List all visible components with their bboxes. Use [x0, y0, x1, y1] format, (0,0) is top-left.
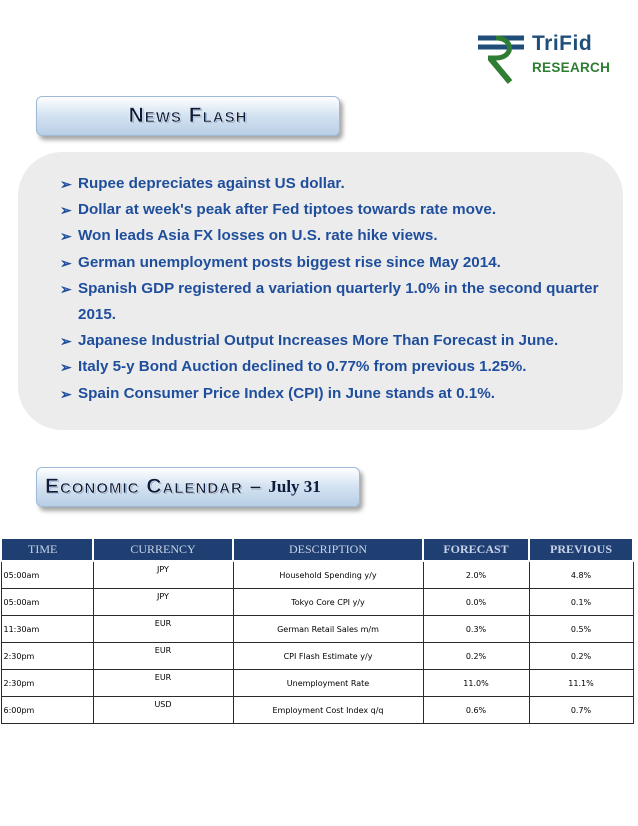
cell-description: German Retail Sales m/m [233, 616, 423, 643]
cell-description: Unemployment Rate [233, 670, 423, 697]
cell-currency: JPY [93, 589, 233, 616]
arrow-bullet-icon: ➢ [60, 254, 72, 271]
cell-currency: USD [93, 697, 233, 724]
header-description: DESCRIPTION [233, 538, 423, 561]
news-item: ➢ Dollar at week's peak after Fed tiptoes towards rate move. [60, 197, 615, 223]
cell-previous: 0.1% [529, 589, 633, 616]
arrow-bullet-icon: ➢ [60, 385, 72, 402]
cell-currency: JPY [93, 561, 233, 589]
table-row [1, 643, 633, 670]
economic-calendar-heading [36, 467, 360, 507]
header-currency: CURRENCY [93, 538, 233, 561]
cell-description: Tokyo Core CPI y/y [233, 589, 423, 616]
arrow-bullet-icon: ➢ [60, 202, 72, 219]
news-flash-heading [36, 96, 340, 136]
news-list [60, 171, 615, 407]
economic-calendar-title: Economic Calendar – [45, 475, 263, 498]
cell-currency: EUR [93, 670, 233, 697]
header-time: TIME [1, 538, 93, 561]
news-item: ➢ Won leads Asia FX losses on U.S. rate hike views. [60, 223, 615, 249]
cell-forecast: 0.0% [423, 589, 529, 616]
cell-time: 2:30pm [1, 670, 93, 697]
trifid-logo [474, 28, 624, 88]
cell-currency: EUR [93, 643, 233, 670]
cell-previous: 4.8% [529, 561, 633, 589]
cell-previous: 11.1% [529, 670, 633, 697]
cell-time: 11:30am [1, 616, 93, 643]
cell-previous: 0.2% [529, 643, 633, 670]
logo-tagline: RESEARCH [532, 60, 611, 75]
news-item: ➢ Japanese Industrial Output Increases More Than Forecast in June. [60, 328, 615, 354]
cell-forecast: 0.2% [423, 643, 529, 670]
cell-previous: 0.5% [529, 616, 633, 643]
table-header-row [1, 538, 633, 561]
cell-time: 05:00am [1, 589, 93, 616]
cell-time: 2:30pm [1, 643, 93, 670]
cell-forecast: 0.3% [423, 616, 529, 643]
cell-description: CPI Flash Estimate y/y [233, 643, 423, 670]
table-row [1, 616, 633, 643]
cell-currency: EUR [93, 616, 233, 643]
cell-previous: 0.7% [529, 697, 633, 724]
cell-forecast: 2.0% [423, 561, 529, 589]
arrow-bullet-icon: ➢ [60, 176, 72, 192]
logo-name: TriFid [532, 32, 593, 55]
calendar-date: July 31 [268, 477, 321, 496]
arrow-bullet-icon: ➢ [60, 228, 72, 245]
cell-forecast: 0.6% [423, 697, 529, 724]
arrow-bullet-icon: ➢ [60, 280, 72, 297]
economic-calendar-table [0, 537, 634, 724]
header-forecast: FORECAST [423, 538, 529, 561]
cell-description: Household Spending y/y [233, 561, 423, 589]
news-item: ➢ Spain Consumer Price Index (CPI) in June stands at 0.1%. [60, 381, 615, 407]
arrow-bullet-icon: ➢ [60, 333, 72, 350]
cell-description: Employment Cost Index q/q [233, 697, 423, 724]
table-row [1, 670, 633, 697]
arrow-bullet-icon: ➢ [60, 359, 72, 376]
news-item: ➢ German unemployment posts biggest rise since May 2014. [60, 250, 615, 276]
news-flash-title: News Flash [128, 104, 248, 127]
cell-forecast: 11.0% [423, 670, 529, 697]
table-row [1, 561, 633, 589]
news-item: ➢ Spanish GDP registered a variation quarterly 1.0% in the second quarter 2015. [60, 276, 615, 328]
rupee-logo-icon [474, 28, 530, 84]
header-previous: PREVIOUS [529, 538, 633, 561]
news-item: ➢ Italy 5-y Bond Auction declined to 0.77% from previous 1.25%. [60, 354, 615, 380]
cell-time: 05:00am [1, 561, 93, 589]
table-row [1, 697, 633, 724]
table-row [1, 589, 633, 616]
cell-time: 6:00pm [1, 697, 93, 724]
news-item: ➢ Rupee depreciates against US dollar. [60, 171, 615, 197]
